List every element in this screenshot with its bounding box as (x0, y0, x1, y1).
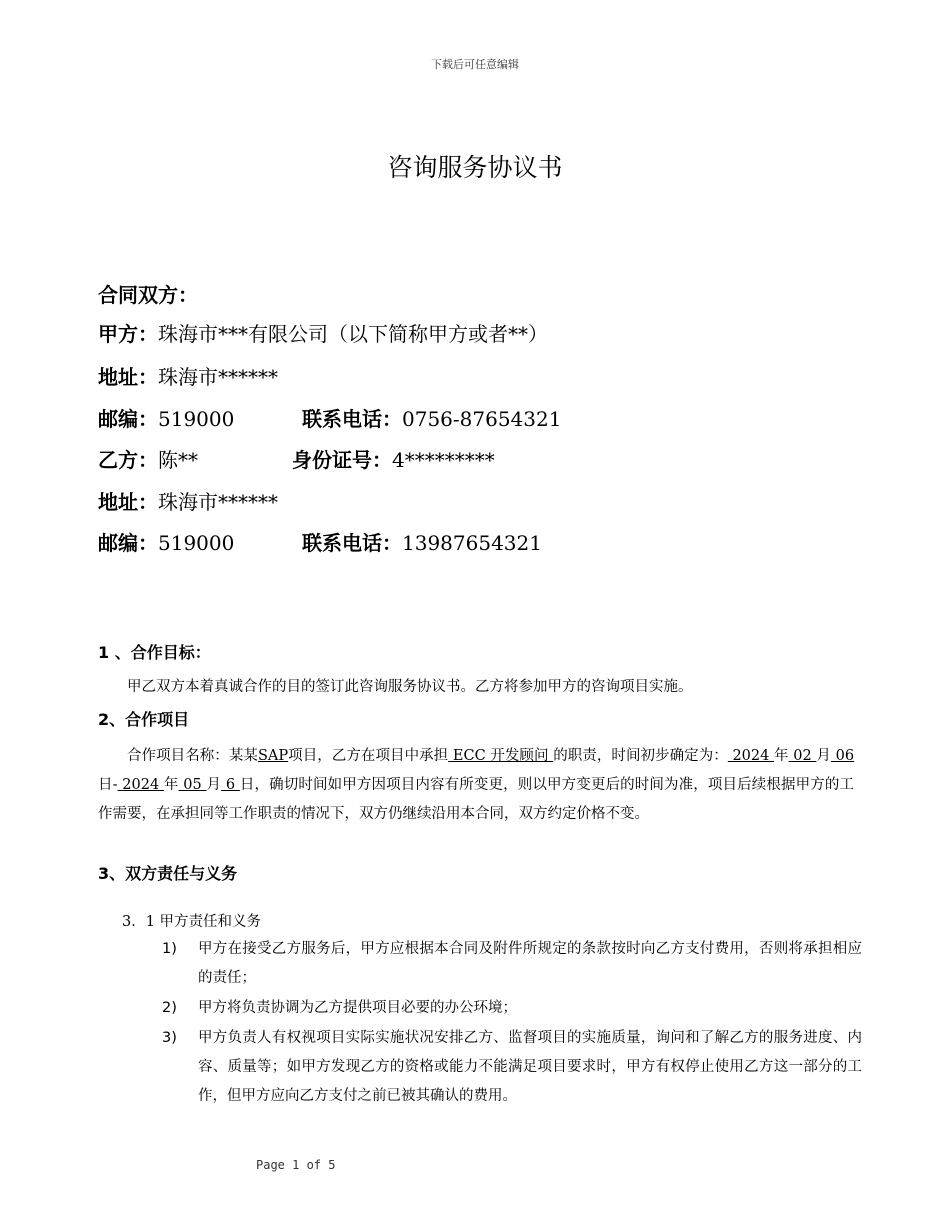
address-label: 地址： (98, 365, 158, 389)
party-a-label: 甲方： (98, 322, 158, 346)
address-value: 珠海市****** (158, 490, 278, 514)
phone-value: 13987654321 (402, 531, 542, 555)
postcode-label: 邮编： (98, 531, 158, 555)
list-text: 甲方负责人有权视项目实际实施状况安排乙方、监督项目的实施质量，询问和了解乙方的服务进度、内容、质量等；如甲方发现乙方的资格或能力不能满足项目要求时，甲方有权停止使用乙方这一部分的工作，但甲方应向乙方支付之前已被其确认的费用。 (198, 1030, 862, 1104)
section-3-heading: 3、双方责任与义务 (98, 864, 238, 883)
id-value: 4********* (392, 448, 495, 472)
page-footer: Page 1 of 5 (256, 1158, 336, 1172)
list-item (162, 935, 862, 993)
list-item (162, 994, 862, 1023)
address-value: 珠海市****** (158, 365, 278, 389)
list-text: 甲方在接受乙方服务后，甲方应根据本合同及附件所规定的条款按时向乙方支付费用，否则将承担相应的责任； (198, 941, 862, 986)
address-label: 地址： (98, 490, 158, 514)
party-a-value: 珠海市***有限公司（以下简称甲方或者**） (158, 322, 548, 346)
postcode-value: 519000 (158, 407, 235, 431)
party-a-address-line (98, 361, 278, 390)
id-label: 身份证号： (292, 448, 392, 472)
party-b-phone-line (302, 527, 542, 556)
header-note: 下载后可任意编辑 (431, 58, 519, 71)
list-text: 甲方将负责协调为乙方提供项目必要的办公环境； (198, 1000, 517, 1016)
party-b-id-line (292, 444, 495, 473)
section-1-heading: 1 、合作目标： (98, 643, 211, 662)
section-1-text: 甲乙双方本着真诚合作的目的签订此咨询服务协议书。乙方将参加甲方的咨询项目实施。 (127, 679, 693, 695)
postcode-label: 邮编： (98, 407, 158, 431)
postcode-value: 519000 (158, 531, 235, 555)
section-3-1-subheading: 3．1 甲方责任和义务 (122, 914, 262, 930)
list-number: 3) (162, 1030, 177, 1046)
phone-label: 联系电话： (302, 531, 402, 555)
party-b-postcode-line (98, 527, 234, 556)
section-2-text: 合作项目名称：某某SAP项目，乙方在项目中承担 ECC 开发顾问 的职责，时间初步确定为： 2024 年 02 月 06 日- 2024 年 05 月 6 日，确切时间如甲方因项目内容有所变更，则以甲方变更后的时间为准，项目后续根据甲方的工作需要，在承担同等工作职责的情况下，双方仍继续沿用本合同，双方约定价格不变。 (98, 748, 855, 822)
party-a-phone-line (302, 403, 561, 432)
phone-label: 联系电话： (302, 407, 402, 431)
phone-value: 0756-87654321 (402, 407, 562, 431)
party-b-address-line (98, 486, 278, 515)
party-a-postcode-line (98, 403, 234, 432)
list-number: 2) (162, 1000, 177, 1016)
document-title: 咨询服务协议书 (387, 153, 563, 182)
party-a-line (98, 318, 548, 347)
list-number: 1) (162, 941, 177, 957)
parties-heading: 合同双方： (98, 283, 198, 307)
party-b-label: 乙方： (98, 448, 158, 472)
section-2-heading: 2、合作项目 (98, 710, 190, 729)
party-b-line (98, 444, 198, 473)
list-item (162, 1024, 862, 1111)
party-b-value: 陈** (158, 448, 198, 472)
